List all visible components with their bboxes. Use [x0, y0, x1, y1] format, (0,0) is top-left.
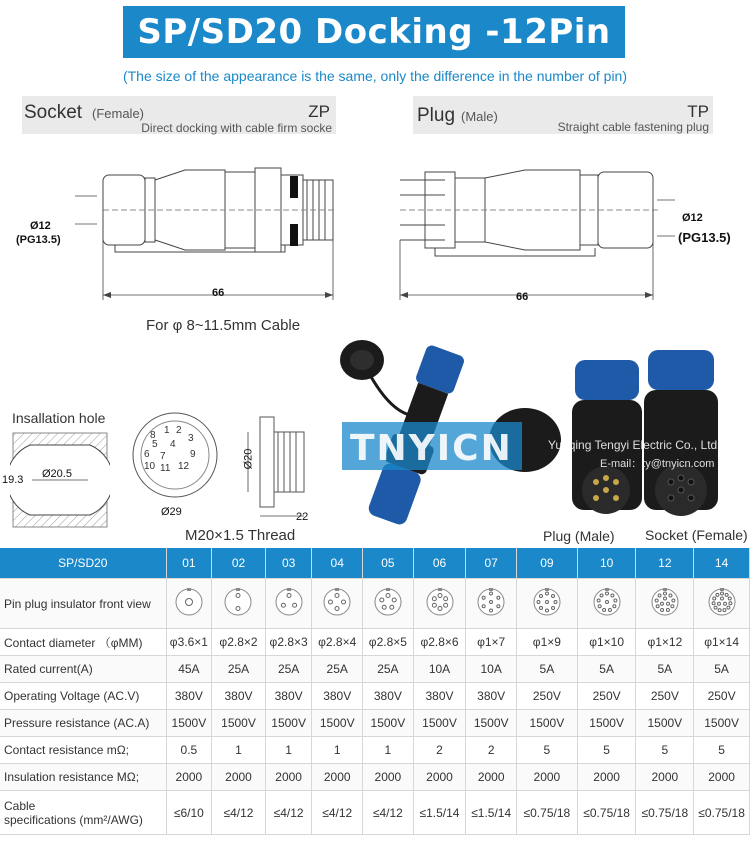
- socket-dia-label: Ø12: [30, 220, 51, 232]
- table-cell: 25A: [212, 656, 266, 683]
- table-cell: 1: [212, 737, 266, 764]
- table-header-pin: 05: [363, 548, 414, 579]
- socket-code: ZP: [308, 102, 330, 121]
- table-cell: 5A: [516, 656, 577, 683]
- table-cell: ≤0.75/18: [577, 791, 636, 835]
- table-cell: φ1×12: [636, 629, 694, 656]
- pin-face-icon: [532, 587, 562, 617]
- table-cell: ≤4/12: [212, 791, 266, 835]
- table-cell: φ3.6×1: [166, 629, 212, 656]
- table-cell: 5A: [577, 656, 636, 683]
- pin-face-icon: [707, 587, 737, 617]
- row-label: Rated current(A): [0, 656, 166, 683]
- row-label: Contact diameter （φMM): [0, 629, 166, 656]
- pin-face-icon: [694, 579, 750, 629]
- face-pin: 3: [188, 433, 194, 444]
- table-cell: ≤4/12: [312, 791, 363, 835]
- table-cell: 380V: [166, 683, 212, 710]
- page-title: SP/SD20 Docking -12Pin: [123, 6, 625, 58]
- thread-caption: M20×1.5 Thread: [185, 527, 296, 544]
- pin-face-icon: [363, 579, 414, 629]
- plug-code: TP: [687, 102, 709, 121]
- face-pin: 11: [160, 463, 171, 474]
- pin-face-icon: [466, 579, 517, 629]
- pin-face-icon: [476, 587, 506, 617]
- table-header-model: SP/SD20: [0, 548, 166, 579]
- socket-name: Socket: [24, 102, 83, 123]
- table-cell: 0.5: [166, 737, 212, 764]
- socket-drawing: [15, 150, 355, 315]
- table-cell: 1500V: [413, 710, 466, 737]
- table-cell: φ1×7: [466, 629, 517, 656]
- table-cell: 5: [694, 737, 750, 764]
- table-cell: ≤0.75/18: [516, 791, 577, 835]
- face-pin: 1: [164, 425, 170, 436]
- table-cell: 1500V: [516, 710, 577, 737]
- table-cell: 380V: [265, 683, 312, 710]
- table-header-pin: 12: [636, 548, 694, 579]
- table-cell: φ2.8×3: [265, 629, 312, 656]
- socket-pg-label: (PG13.5): [16, 234, 61, 246]
- front-face-pins: [140, 425, 210, 485]
- table-cell: 1500V: [363, 710, 414, 737]
- plug-pg-label: (PG13.5): [678, 230, 731, 245]
- table-cell: 250V: [516, 683, 577, 710]
- subtitle: (The size of the appearance is the same, only the difference in the number of pin): [122, 68, 628, 84]
- table-cell: φ1×14: [694, 629, 750, 656]
- table-cell: ≤1.5/14: [413, 791, 466, 835]
- table-cell: 2000: [466, 764, 517, 791]
- table-cell: 25A: [312, 656, 363, 683]
- pin-face-icon: [174, 587, 204, 617]
- row-label: Pressure resistance (AC.A): [0, 710, 166, 737]
- table-cell: 250V: [577, 683, 636, 710]
- face-pin: 12: [178, 461, 190, 472]
- face-pin: 9: [190, 449, 196, 460]
- pin-face-icon: [636, 579, 694, 629]
- row-label: Insulation resistance MΩ;: [0, 764, 166, 791]
- pin-face-icon: [312, 579, 363, 629]
- plug-length-label: 66: [516, 291, 529, 303]
- table-cell: ≤0.75/18: [694, 791, 750, 835]
- socket-type: (Female): [92, 106, 145, 121]
- table-cell: 1500V: [166, 710, 212, 737]
- table-cell: 2000: [363, 764, 414, 791]
- row-label: Contact resistance mΩ;: [0, 737, 166, 764]
- table-header-pin: 06: [413, 548, 466, 579]
- pin-face-icon: [577, 579, 636, 629]
- face-pin: 7: [160, 451, 166, 462]
- table-cell: 5A: [636, 656, 694, 683]
- install-dia-label: Ø20.5: [42, 468, 72, 480]
- table-cell: 2: [466, 737, 517, 764]
- table-cell: 2000: [312, 764, 363, 791]
- pin-face-icon: [322, 587, 352, 617]
- plug-type: (Male): [461, 109, 498, 124]
- table-cell: 1: [363, 737, 414, 764]
- face-pin: 10: [144, 461, 156, 472]
- table-row: [0, 710, 750, 737]
- pin-face-icon: [592, 587, 622, 617]
- pin-face-icon: [425, 587, 455, 617]
- table-cell: 1500V: [466, 710, 517, 737]
- pin-face-icon: [373, 587, 403, 617]
- table-row: [0, 737, 750, 764]
- side-dia-label: Ø20: [242, 448, 255, 470]
- table-cell: 10A: [413, 656, 466, 683]
- table-cell: ≤1.5/14: [466, 791, 517, 835]
- table-cell: 380V: [312, 683, 363, 710]
- email-watermark: E-mail：ty@tnyicn.com: [600, 458, 715, 470]
- table-cell: 1: [265, 737, 312, 764]
- pin-face-icon: [413, 579, 466, 629]
- table-cell: 380V: [413, 683, 466, 710]
- pin-face-icon: [265, 579, 312, 629]
- table-row: [0, 791, 750, 835]
- face-pin: 8: [150, 430, 156, 441]
- table-cell: 2000: [413, 764, 466, 791]
- table-cell: 45A: [166, 656, 212, 683]
- face-pin: 6: [144, 449, 150, 460]
- table-header-pin: 10: [577, 548, 636, 579]
- table-cell: 380V: [466, 683, 517, 710]
- face-pin: 4: [170, 439, 176, 450]
- pin-face-icon: [212, 579, 266, 629]
- table-header-pin: 03: [265, 548, 312, 579]
- brand-watermark: TNYICN: [350, 428, 513, 469]
- table-cell: 5: [516, 737, 577, 764]
- pin-face-icon: [650, 587, 680, 617]
- face-pin: 5: [152, 439, 158, 450]
- plug-desc: Straight cable fastening plug: [557, 120, 709, 134]
- plug-drawing: [395, 150, 695, 315]
- table-header-pin: 01: [166, 548, 212, 579]
- table-cell: 25A: [363, 656, 414, 683]
- socket-photo-label: Socket (Female): [645, 527, 748, 543]
- pin-face-icon: [274, 587, 304, 617]
- table-cell: φ2.8×5: [363, 629, 414, 656]
- pin-face-icon: [516, 579, 577, 629]
- table-cell: 10A: [466, 656, 517, 683]
- table-row: [0, 764, 750, 791]
- table-header-pin: 04: [312, 548, 363, 579]
- table-cell: 5: [577, 737, 636, 764]
- table-cell: ≤6/10: [166, 791, 212, 835]
- table-cell: 2000: [265, 764, 312, 791]
- row-label: Operating Voltage (AC.V): [0, 683, 166, 710]
- table-row: [0, 656, 750, 683]
- table-cell: φ2.8×4: [312, 629, 363, 656]
- face-dia-label: Ø29: [161, 506, 182, 518]
- table-cell: 1500V: [577, 710, 636, 737]
- table-header-pin: 02: [212, 548, 266, 579]
- table-cell: 1500V: [694, 710, 750, 737]
- install-height-label: 19.3: [2, 474, 24, 486]
- table-cell: 250V: [694, 683, 750, 710]
- table-row: [0, 683, 750, 710]
- install-label: Insallation hole: [12, 410, 106, 426]
- table-cell: 1500V: [212, 710, 266, 737]
- socket-desc: Direct docking with cable firm socke: [141, 121, 332, 135]
- pin-face-icon: [166, 579, 212, 629]
- spec-table: [0, 548, 750, 835]
- table-cell: φ1×9: [516, 629, 577, 656]
- table-cell: 1500V: [312, 710, 363, 737]
- table-cell: 2000: [694, 764, 750, 791]
- table-cell: 5: [636, 737, 694, 764]
- socket-length-label: 66: [212, 287, 225, 299]
- cable-caption: For φ 8~11.5mm Cable: [146, 317, 301, 334]
- plug-header-bar: [413, 96, 713, 134]
- table-cell: 2000: [212, 764, 266, 791]
- row-label: Pin plug insulator front view: [0, 579, 166, 629]
- table-header-pin: 09: [516, 548, 577, 579]
- table-cell: 380V: [363, 683, 414, 710]
- side-len-label: 22: [296, 511, 309, 523]
- table-cell: 2000: [636, 764, 694, 791]
- table-cell: 5A: [694, 656, 750, 683]
- table-cell: 380V: [212, 683, 266, 710]
- company-watermark: Yueqing Tengyi Electric Co., Ltd.: [548, 438, 721, 452]
- plug-name: Plug: [417, 105, 456, 126]
- row-label: Cable specifications (mm²/AWG): [0, 791, 166, 835]
- table-cell: φ2.8×6: [413, 629, 466, 656]
- table-cell: 2: [413, 737, 466, 764]
- table-cell: 250V: [636, 683, 694, 710]
- install-hole-drawing: [10, 430, 110, 530]
- table-cell: 1500V: [636, 710, 694, 737]
- table-header-pin: 07: [466, 548, 517, 579]
- table-row: [0, 579, 750, 629]
- pin-face-icon: [223, 587, 253, 617]
- table-cell: 1500V: [265, 710, 312, 737]
- table-cell: ≤4/12: [363, 791, 414, 835]
- table-cell: 25A: [265, 656, 312, 683]
- face-pin: 2: [176, 425, 182, 436]
- table-cell: 2000: [516, 764, 577, 791]
- plug-photo-label: Plug (Male): [543, 528, 615, 544]
- table-cell: φ2.8×2: [212, 629, 266, 656]
- table-cell: ≤0.75/18: [636, 791, 694, 835]
- table-header-row: [0, 548, 750, 579]
- plug-dia-label: Ø12: [682, 212, 703, 224]
- table-header-pin: 14: [694, 548, 750, 579]
- socket-header-bar: [22, 96, 336, 134]
- table-row: [0, 629, 750, 656]
- table-cell: ≤4/12: [265, 791, 312, 835]
- table-cell: 2000: [577, 764, 636, 791]
- table-cell: 2000: [166, 764, 212, 791]
- table-cell: 1: [312, 737, 363, 764]
- table-cell: φ1×10: [577, 629, 636, 656]
